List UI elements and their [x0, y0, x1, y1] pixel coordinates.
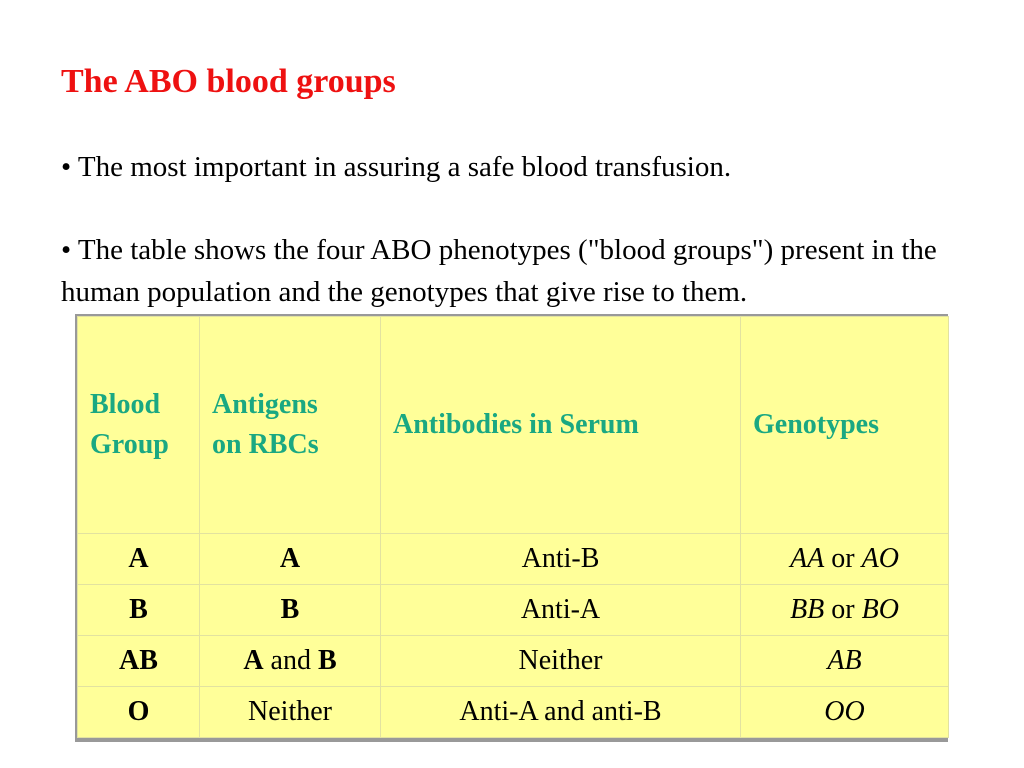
header-antibodies: Antibodies in Serum	[381, 317, 741, 534]
cell-genotype: OO	[741, 687, 949, 738]
table-row-ab	[78, 636, 949, 687]
abo-blood-group-table	[77, 316, 949, 738]
cell-genotype: AB	[741, 636, 949, 687]
cell-antibodies: Anti-B	[381, 534, 741, 585]
cell-antigen: Neither	[200, 687, 381, 738]
cell-antigen: B	[200, 585, 381, 636]
cell-group: B	[78, 585, 200, 636]
cell-antigen: A and B	[200, 636, 381, 687]
cell-antibodies: Anti-A	[381, 585, 741, 636]
abo-table-container	[75, 314, 948, 742]
bullet-point-1: • The most important in assuring a safe blood transfusion.	[61, 151, 732, 183]
cell-antibodies: Anti-A and anti-B	[381, 687, 741, 738]
slide-title: The ABO blood groups	[61, 63, 396, 100]
cell-antigen: A	[200, 534, 381, 585]
header-genotypes: Genotypes	[741, 317, 949, 534]
table-row-o	[78, 687, 949, 738]
table-header-row	[78, 317, 949, 534]
table-row-b	[78, 585, 949, 636]
cell-genotype: AA or AO	[741, 534, 949, 585]
cell-genotype: BB or BO	[741, 585, 949, 636]
header-blood-group: Blood Group	[78, 317, 200, 534]
cell-group: O	[78, 687, 200, 738]
header-antigens: Antigens on RBCs	[200, 317, 381, 534]
bullet-point-2: • The table shows the four ABO phenotypes ("blood groups") present in the human population and the genotypes that give rise to them.	[61, 234, 937, 308]
cell-group: A	[78, 534, 200, 585]
cell-group: AB	[78, 636, 200, 687]
table-row-a	[78, 534, 949, 585]
cell-antibodies: Neither	[381, 636, 741, 687]
